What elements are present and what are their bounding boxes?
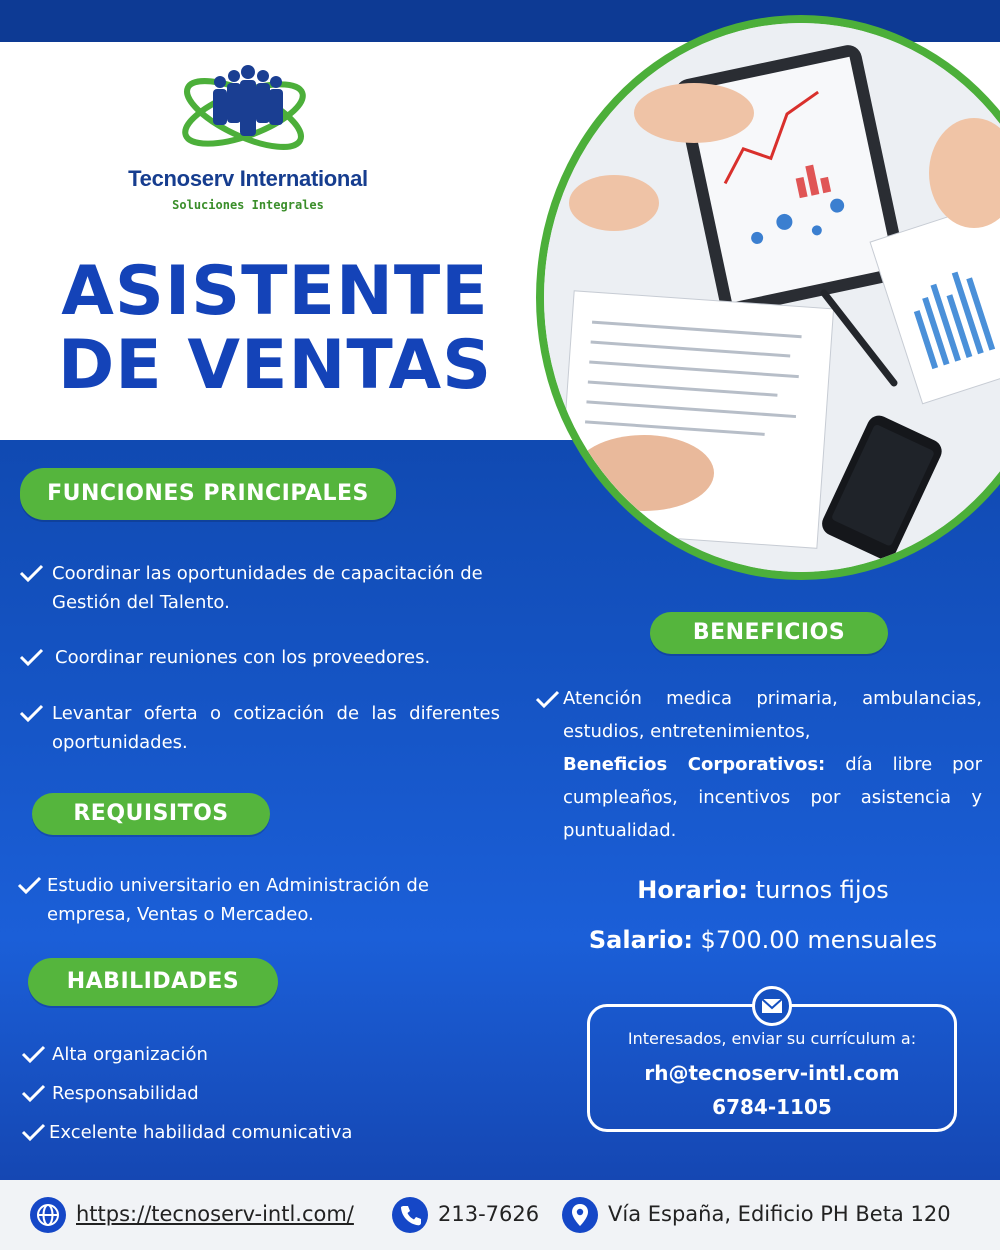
beneficios-corp-text: día libre por cumpleaños, incentivos por asistencia y puntualidad.	[563, 754, 982, 841]
logo-emblem-icon	[118, 62, 378, 162]
check-icon	[20, 1122, 46, 1142]
job-title-line-2: DE VENTAS	[57, 326, 493, 405]
company-tagline: Soluciones Integrales	[172, 198, 324, 212]
funciones-item-3	[18, 699, 500, 757]
requisitos-item-1	[16, 871, 516, 929]
contact-email[interactable]: rh@tecnoserv-intl.com	[644, 1061, 900, 1085]
requisitos-heading: REQUISITOS	[32, 793, 270, 835]
check-icon	[18, 647, 44, 667]
company-name: Tecnoserv International	[128, 166, 368, 191]
habilidades-item-3-text: Excelente habilidad comunicativa	[49, 1122, 353, 1143]
check-icon	[18, 703, 44, 723]
habilidades-item-1-text: Alta organización	[52, 1044, 208, 1065]
contact-intro: Interesados, enviar su currículum a:	[627, 1029, 917, 1048]
location-pin-icon	[562, 1197, 598, 1233]
salario-value: $700.00 mensuales	[692, 926, 938, 954]
phone-icon	[392, 1197, 428, 1233]
check-icon	[20, 1044, 46, 1064]
job-title	[40, 252, 510, 405]
check-icon	[18, 563, 44, 583]
horario-value: turnos fijos	[748, 876, 889, 904]
check-icon	[16, 875, 42, 895]
salario-label: Salario:	[588, 926, 693, 954]
company-logo	[118, 62, 378, 222]
footer-phone[interactable]: 213-7626	[438, 1202, 540, 1226]
funciones-heading: FUNCIONES PRINCIPALES	[20, 468, 396, 520]
salario-line	[530, 926, 996, 954]
footer	[0, 1180, 1000, 1250]
beneficios-text	[534, 682, 982, 847]
office-illustration	[544, 23, 1000, 580]
funciones-item-1	[18, 559, 538, 617]
beneficios-heading: BENEFICIOS	[650, 612, 888, 654]
habilidades-heading: HABILIDADES	[28, 958, 278, 1006]
horario-line	[530, 876, 996, 904]
funciones-item-3-text: Levantar oferta o cotización de las diferentes oportunidades.	[52, 703, 500, 753]
website-link[interactable]: https://tecnoserv-intl.com/	[76, 1202, 354, 1226]
footer-address: Vía España, Edificio PH Beta 120	[608, 1202, 951, 1226]
funciones-item-1-text: Coordinar las oportunidades de capacitación de Gestión del Talento.	[52, 563, 483, 613]
funciones-item-2	[18, 643, 538, 672]
beneficios-text-1: Atención medica primaria, ambulancias, estudios, entretenimientos,	[563, 688, 982, 742]
globe-icon	[30, 1197, 66, 1233]
habilidades-item-3	[20, 1118, 420, 1147]
habilidades-item-2-text: Responsabilidad	[52, 1083, 199, 1104]
horario-label: Horario:	[637, 876, 749, 904]
beneficios-corp-label: Beneficios Corporativos:	[563, 754, 826, 775]
habilidades-item-1	[20, 1040, 420, 1069]
habilidades-item-2	[20, 1079, 420, 1108]
mail-icon	[752, 986, 792, 1026]
funciones-item-2-text: Coordinar reuniones con los proveedores.	[55, 647, 431, 668]
beneficios-item	[534, 682, 982, 847]
check-icon	[20, 1083, 46, 1103]
requisitos-item-1-text: Estudio universitario en Administración de empresa, Ventas o Mercadeo.	[47, 875, 429, 925]
contact-phone[interactable]: 6784-1105	[712, 1095, 832, 1119]
check-icon	[534, 689, 560, 709]
job-title-line-1: ASISTENTE	[61, 252, 489, 331]
